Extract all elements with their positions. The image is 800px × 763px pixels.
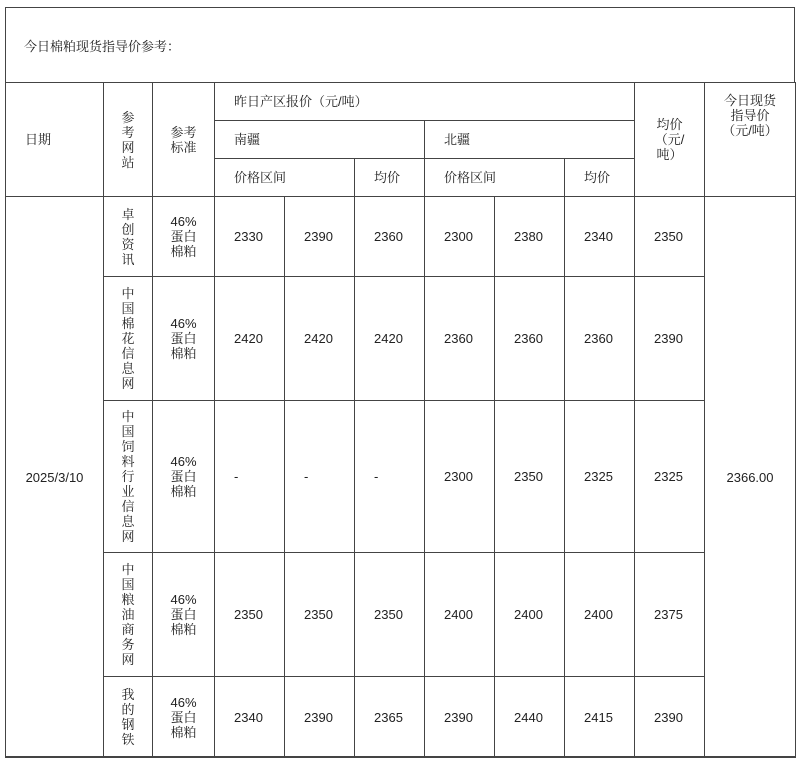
- row-2-s-avg-text: -: [374, 469, 379, 484]
- row-1-n-avg: [564, 276, 635, 401]
- guide-price-cell-text: 2366.00: [726, 469, 774, 485]
- row-3-n-avg-text: 2400: [584, 607, 613, 622]
- row-0-standard-text: 46%蛋白棉粕: [170, 214, 197, 259]
- row-2-s-hi: [284, 400, 355, 553]
- row-2-n-hi-text: 2350: [514, 469, 543, 484]
- table-caption: [5, 7, 795, 83]
- row-3-s-avg-text: 2350: [374, 607, 403, 622]
- row-3-n-hi-text: 2400: [514, 607, 543, 622]
- header-south-range-text: 价格区间: [234, 170, 287, 185]
- header-north-avg: [564, 158, 635, 197]
- row-1-avg: [634, 276, 705, 401]
- row-3-n-avg: [564, 552, 635, 677]
- date-cell-text: 2025/3/10: [25, 469, 84, 485]
- row-4-s-avg-text: 2365: [374, 709, 403, 725]
- row-4-n-hi: [494, 676, 565, 758]
- row-1-s-hi: [284, 276, 355, 401]
- row-0-s-hi: [284, 196, 355, 277]
- header-north-avg-text: 均价: [584, 170, 611, 185]
- row-1-s-lo: [214, 276, 285, 401]
- row-2-site: [103, 400, 153, 553]
- row-1-avg-text: 2390: [654, 331, 683, 346]
- row-2-s-lo-text: -: [234, 469, 239, 484]
- header-south: [214, 120, 425, 159]
- row-4-avg: [634, 676, 705, 758]
- row-2-n-lo: [424, 400, 495, 553]
- row-4-n-lo-text: 2390: [444, 709, 473, 725]
- row-2-n-avg-text: 2325: [584, 469, 613, 484]
- row-3-avg: [634, 552, 705, 677]
- row-0-n-hi-text: 2380: [514, 229, 543, 244]
- row-1-n-lo: [424, 276, 495, 401]
- date-cell: [5, 196, 104, 758]
- row-0-s-avg-text: 2360: [374, 229, 403, 244]
- caption-text: 今日棉粕现货指导价参考：: [24, 39, 181, 54]
- row-1-n-avg-text: 2360: [584, 331, 613, 346]
- row-2-standard-text: 46%蛋白棉粕: [170, 454, 197, 499]
- row-0-avg-text: 2350: [654, 229, 683, 244]
- header-south-avg: [354, 158, 425, 197]
- row-2-n-avg: [564, 400, 635, 553]
- header-avg-total: [634, 82, 705, 197]
- header-north-text: 北疆: [444, 132, 471, 147]
- row-2-site-text: 中国饲料行业信息网: [121, 409, 135, 544]
- row-4-standard-text: 46%蛋白棉粕: [170, 694, 197, 740]
- guide-price-cell: [704, 196, 796, 758]
- row-4-n-hi-text: 2440: [514, 709, 543, 725]
- row-1-s-avg-text: 2420: [374, 331, 403, 346]
- row-2-avg: [634, 400, 705, 553]
- row-3-s-hi: [284, 552, 355, 677]
- row-3-s-lo: [214, 552, 285, 677]
- row-3-standard-text: 46%蛋白棉粕: [170, 592, 197, 637]
- row-0-s-avg: [354, 196, 425, 277]
- row-1-s-avg: [354, 276, 425, 401]
- row-3-s-lo-text: 2350: [234, 607, 263, 622]
- row-0-n-avg-text: 2340: [584, 229, 613, 244]
- header-standard-text: 参考标准: [170, 124, 197, 155]
- header-site-text: 参考网站: [121, 109, 135, 170]
- row-3-n-lo: [424, 552, 495, 677]
- header-quote: [214, 82, 635, 121]
- header-south-text: 南疆: [234, 132, 261, 147]
- header-site: [103, 82, 153, 197]
- row-1-standard: [152, 276, 215, 401]
- row-4-s-hi: [284, 676, 355, 758]
- row-0-n-avg: [564, 196, 635, 277]
- row-0-s-hi-text: 2390: [304, 229, 333, 244]
- row-1-site-text: 中国棉花信息网: [121, 286, 135, 391]
- row-3-n-hi: [494, 552, 565, 677]
- row-1-n-hi-text: 2360: [514, 331, 543, 346]
- row-0-s-lo-text: 2330: [234, 229, 263, 244]
- row-0-s-lo: [214, 196, 285, 277]
- bottom-border: [5, 756, 795, 757]
- row-1-site: [103, 276, 153, 401]
- row-1-s-lo-text: 2420: [234, 331, 263, 346]
- row-0-site-text: 卓创资讯: [121, 206, 135, 267]
- row-3-n-lo-text: 2400: [444, 607, 473, 622]
- header-standard: [152, 82, 215, 197]
- row-4-s-lo: [214, 676, 285, 758]
- row-0-avg: [634, 196, 705, 277]
- row-0-standard: [152, 196, 215, 277]
- row-4-n-avg: [564, 676, 635, 758]
- header-north: [424, 120, 635, 159]
- row-4-avg-text: 2390: [654, 709, 683, 725]
- row-0-n-lo: [424, 196, 495, 277]
- row-4-standard: [152, 676, 215, 758]
- row-3-site: [103, 552, 153, 677]
- row-4-s-lo-text: 2340: [234, 709, 263, 725]
- row-4-site: [103, 676, 153, 758]
- header-north-range: [424, 158, 565, 197]
- row-0-n-lo-text: 2300: [444, 229, 473, 244]
- header-date: [5, 82, 104, 197]
- header-guide: [704, 82, 796, 197]
- row-3-s-avg: [354, 552, 425, 677]
- header-avg-total-text: 均价（元/吨）: [654, 117, 685, 162]
- header-south-avg-text: 均价: [374, 170, 401, 185]
- row-3-site-text: 中国粮油商务网: [121, 562, 135, 667]
- header-date-text: 日期: [25, 132, 52, 147]
- row-3-standard: [152, 552, 215, 677]
- row-4-s-avg: [354, 676, 425, 758]
- row-2-avg-text: 2325: [654, 469, 683, 484]
- row-2-standard: [152, 400, 215, 553]
- row-0-n-hi: [494, 196, 565, 277]
- row-2-s-avg: [354, 400, 425, 553]
- row-1-n-hi: [494, 276, 565, 401]
- row-2-n-hi: [494, 400, 565, 553]
- row-2-n-lo-text: 2300: [444, 469, 473, 484]
- row-4-site-text: 我的钢铁: [121, 687, 135, 747]
- row-3-avg-text: 2375: [654, 607, 683, 622]
- header-south-range: [214, 158, 355, 197]
- row-4-n-lo: [424, 676, 495, 758]
- header-guide-text: 今日现货指导价（元/吨）: [722, 93, 778, 138]
- row-3-s-hi-text: 2350: [304, 607, 333, 622]
- row-0-site: [103, 196, 153, 277]
- row-4-n-avg-text: 2415: [584, 709, 613, 725]
- row-1-standard-text: 46%蛋白棉粕: [170, 316, 197, 361]
- row-4-s-hi-text: 2390: [304, 709, 333, 725]
- row-1-s-hi-text: 2420: [304, 331, 333, 346]
- header-north-range-text: 价格区间: [444, 170, 497, 185]
- row-1-n-lo-text: 2360: [444, 331, 473, 346]
- row-2-s-lo: [214, 400, 285, 553]
- header-quote-text: 昨日产区报价（元/吨）: [234, 94, 368, 109]
- row-2-s-hi-text: -: [304, 469, 309, 484]
